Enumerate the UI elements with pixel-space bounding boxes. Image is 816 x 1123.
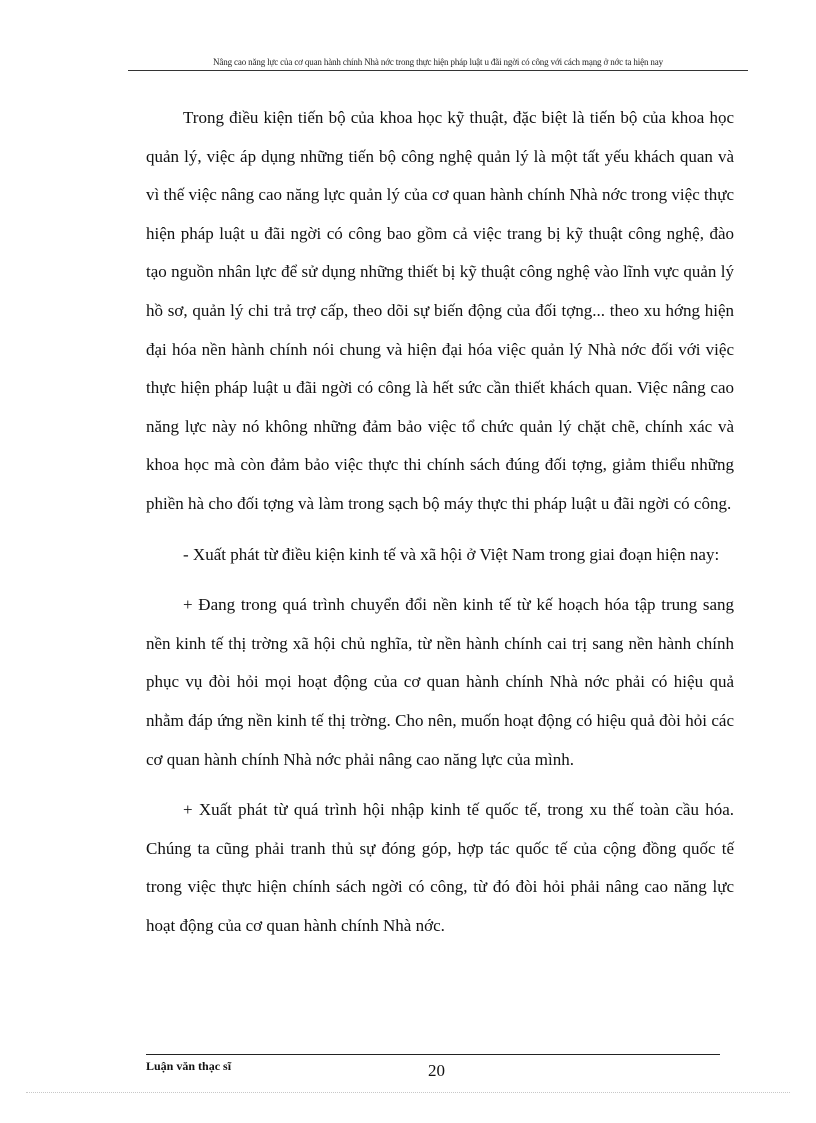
body-text — [146, 99, 734, 945]
footer-label: Luận văn thạc sĩ — [146, 1059, 232, 1073]
paragraph-technology-progress: Trong điều kiện tiến bộ của khoa học kỹ thuật, đặc biệt là tiến bộ của khoa học quản lý, việc áp dụng những tiến bộ công nghệ quản lý là một tất yếu khách quan và vì thế việc nâng cao năng lực quản lý của cơ quan hành chính Nhà nớc trong việc thực hiện pháp luật u đãi ngời có công bao gồm cả việc trang bị kỹ thuật công nghệ, đào tạo nguồn nhân lực để sử dụng những thiết bị kỹ thuật công nghệ vào lĩnh vực quản lý hồ sơ, quản lý chi trả trợ cấp, theo dõi sự biến động của đối tợng... theo xu hớng hiện đại hóa nền hành chính nói chung và hiện đại hóa việc quản lý Nhà nớc đối với việc thực hiện pháp luật u đãi ngời có công là hết sức cần thiết khách quan. Việc nâng cao năng lực này nó không những đảm bảo việc tổ chức quản lý chặt chẽ, chính xác và khoa học mà còn đảm bảo việc thực thi chính sách đúng đối tợng, giảm thiểu những phiền hà cho đối tợng và làm trong sạch bộ máy thực thi pháp luật u đãi ngời có công. — [146, 108, 734, 513]
paragraph-economic-conditions: - Xuất phát từ điều kiện kinh tế và xã hội ở Việt Nam trong giai đoạn hiện nay: — [183, 544, 720, 564]
page-number: 20 — [428, 1061, 445, 1080]
header-divider — [128, 70, 748, 71]
paragraph-international-integration: + Xuất phát từ quá trình hội nhập kinh tế quốc tế, trong xu thế toàn cầu hóa. Chúng ta cũng phải tranh thủ sự đóng góp, hợp tác quốc tế của cộng đồng quốc tế trong việc thực hiện chính sách ngời có công, từ đó đòi hỏi phải nâng cao năng lực hoạt động của cơ quan hành chính Nhà nớc. — [146, 800, 734, 935]
paragraph-market-transition: + Đang trong quá trình chuyển đổi nền kinh tế từ kế hoạch hóa tập trung sang nền kinh tế thị trờng xã hội chủ nghĩa, từ nền hành chính cai trị sang nền hành chính phục vụ đòi hỏi mọi hoạt động của cơ quan hành chính Nhà nớc phải có hiệu quả nhằm đáp ứng nền kinh tế thị trờng. Cho nên, muốn hoạt động có hiệu quả đòi hỏi các cơ quan hành chính Nhà nớc phải nâng cao năng lực của mình. — [146, 595, 734, 769]
footer-divider — [146, 1054, 720, 1055]
page-bottom-dotted-line — [26, 1092, 790, 1093]
running-header: Nâng cao năng lực của cơ quan hành chính Nhà nớc trong thực hiện pháp luật u đãi ngời có công với cách mạng ở nớc ta hiện nay — [213, 57, 663, 67]
